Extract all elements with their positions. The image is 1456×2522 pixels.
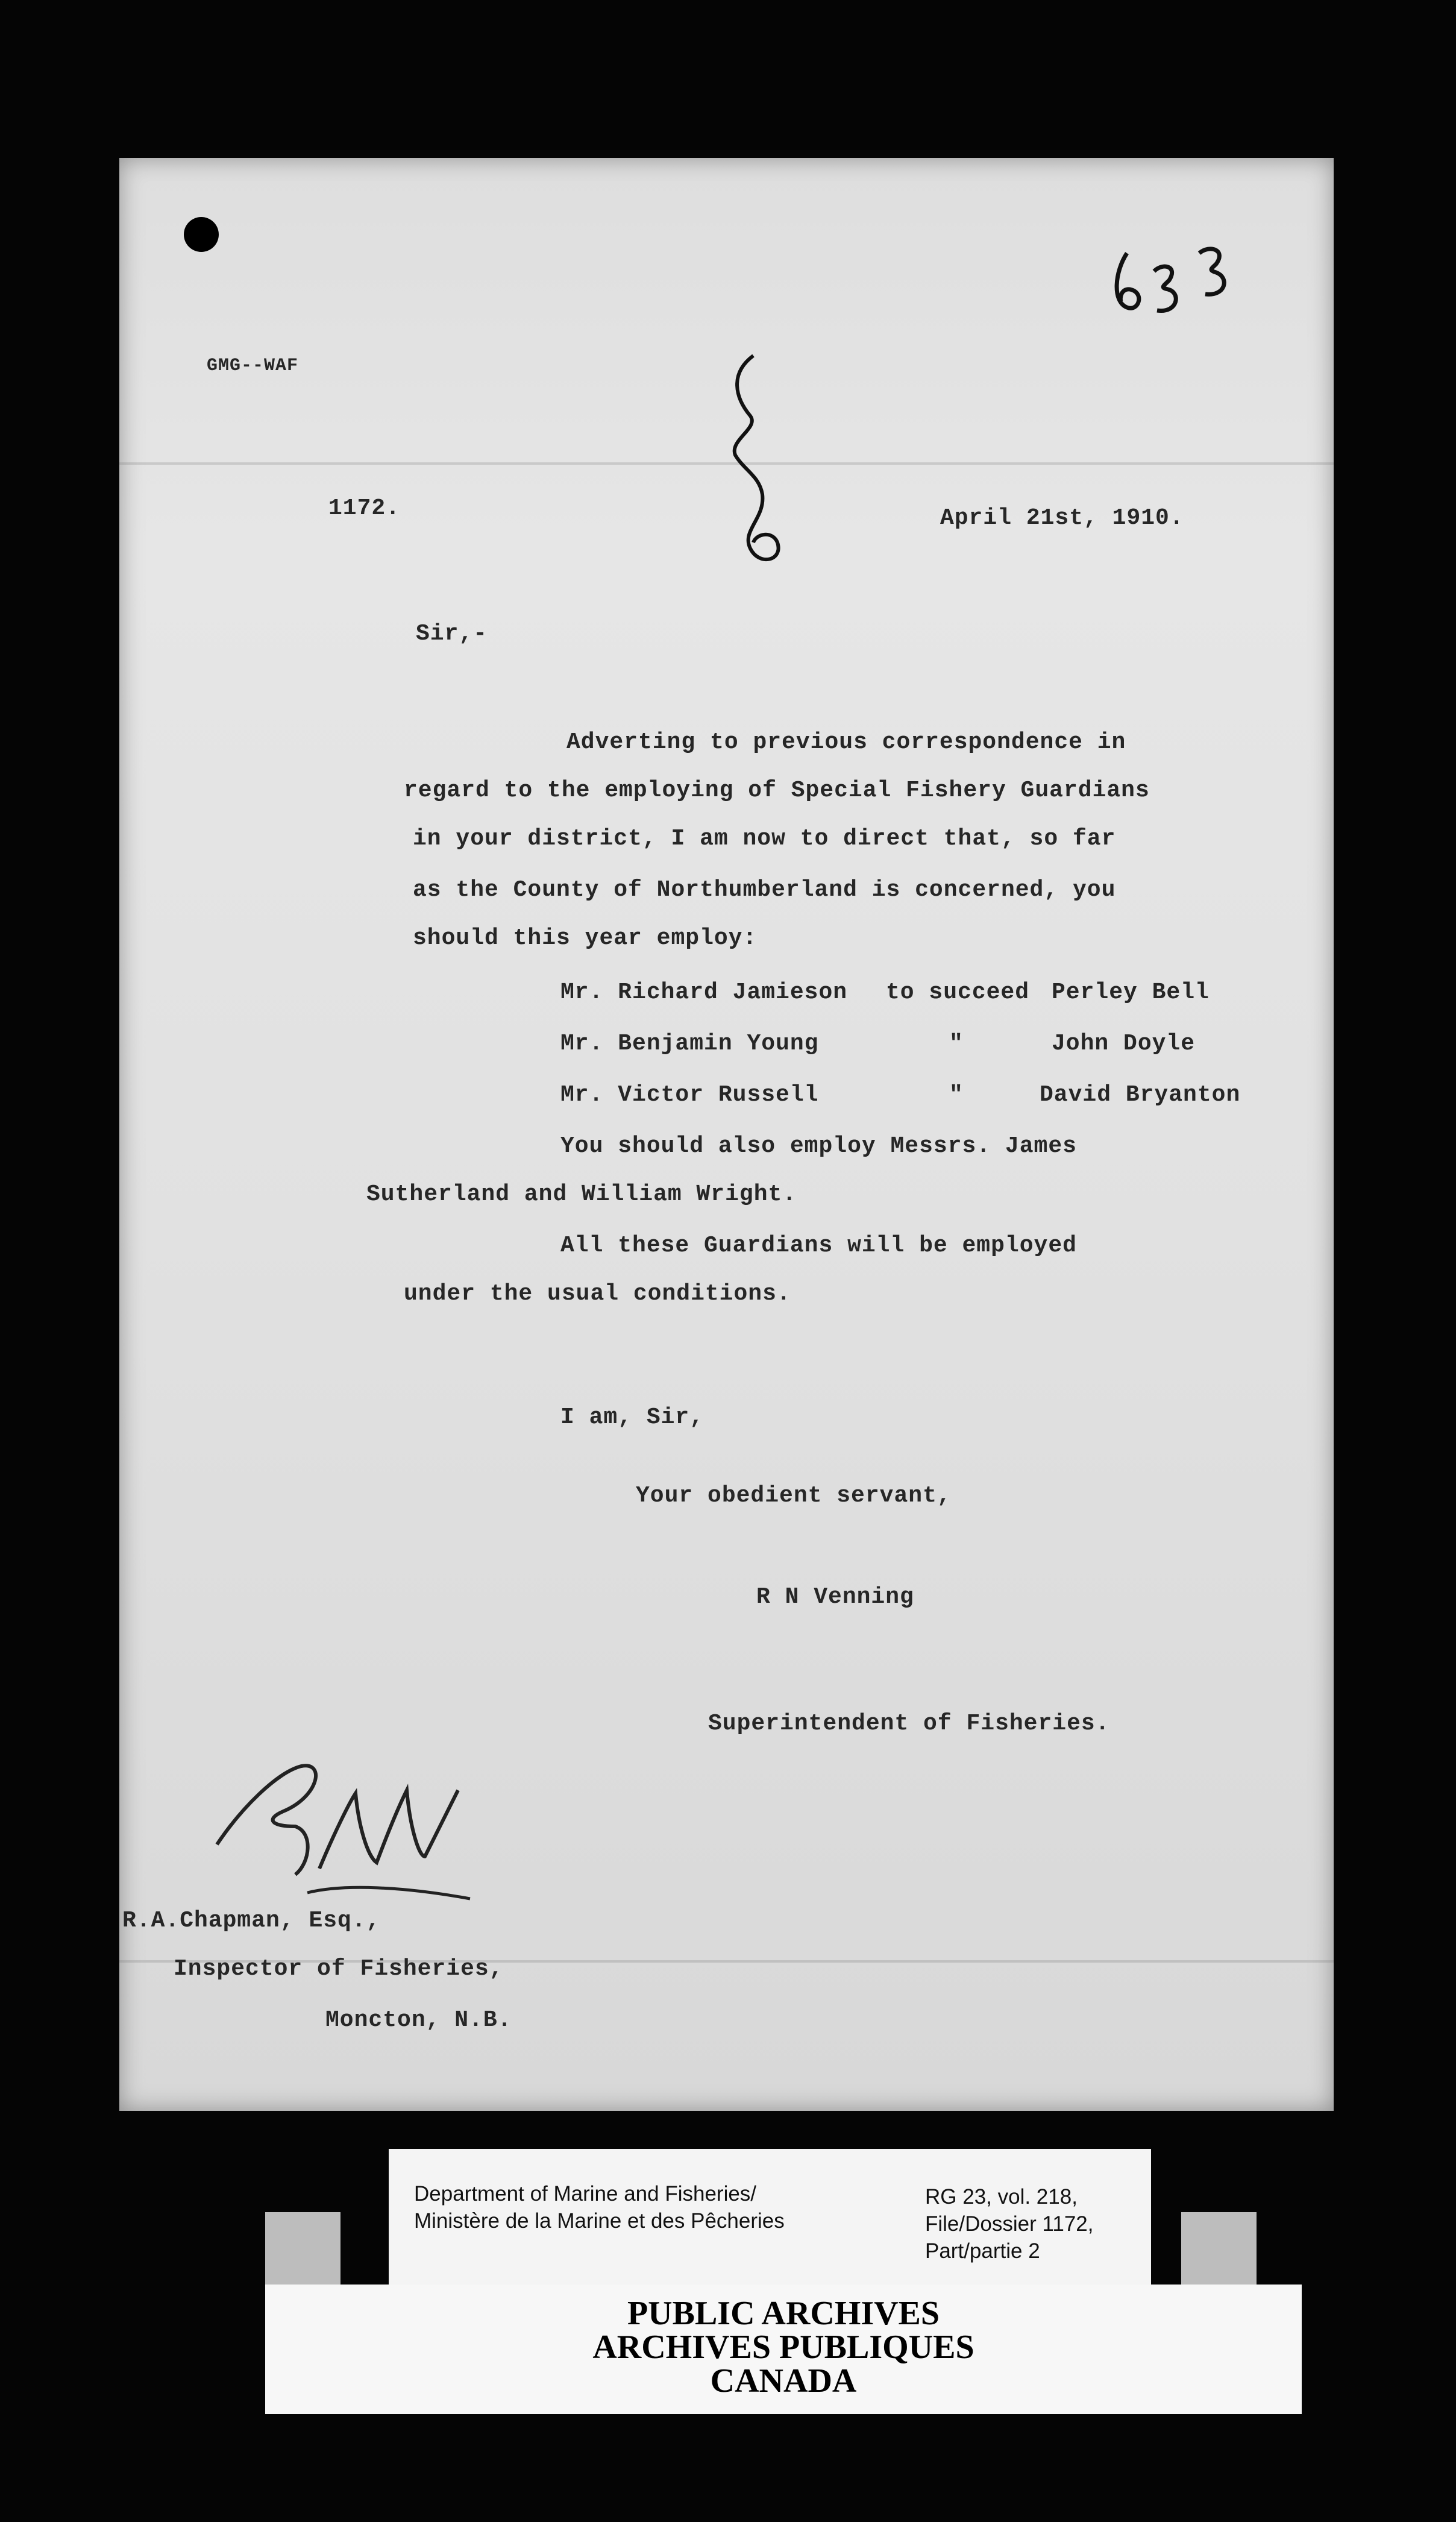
guardian-name: Mr. Victor Russell [560, 1082, 819, 1108]
public-archives-stamp [265, 2285, 1302, 2414]
stamp-line: CANADA [710, 2362, 857, 2400]
also-line: You should also employ Messrs. James [560, 1133, 1077, 1159]
guardian-predecessor: Perley Bell [1052, 980, 1210, 1005]
addressee-name: R.A.Chapman, Esq., [122, 1908, 381, 1934]
department-english: Department of Marine and Fisheries/ [414, 2182, 757, 2206]
guardian-connector: " [949, 1082, 964, 1108]
closing-line: Your obedient servant, [636, 1483, 952, 1509]
handwritten-page-number [1103, 229, 1260, 332]
body-line: regard to the employing of Special Fishery Guardians [404, 778, 1150, 803]
body-line: should this year employ: [413, 925, 758, 951]
handwritten-margin-mark [717, 350, 820, 579]
punch-hole [184, 217, 219, 252]
guardian-predecessor: David Bryanton [1040, 1082, 1241, 1108]
body-line: Adverting to previous correspondence in [566, 729, 1126, 755]
signatory-name: R N Venning [756, 1584, 914, 1610]
guardian-connector: to succeed [886, 980, 1030, 1005]
letter-date: April 21st, 1910. [940, 505, 1184, 531]
guardian-name: Mr. Richard Jamieson [560, 980, 848, 1005]
stamp-line: PUBLIC ARCHIVES [627, 2295, 940, 2332]
salutation: Sir,- [416, 621, 488, 647]
body-line: as the County of Northumberland is concerned, you [413, 877, 1116, 903]
also-line: Sutherland and William Wright. [366, 1181, 797, 1207]
reference-code: GMG--WAF [207, 356, 299, 376]
record-group: RG 23, vol. 218, [925, 2185, 1078, 2209]
stamp-line: ARCHIVES PUBLIQUES [592, 2329, 974, 2366]
part-partie: Part/partie 2 [925, 2239, 1040, 2263]
addressee-title: Inspector of Fisheries, [174, 1956, 504, 1982]
signatory-title: Superintendent of Fisheries. [708, 1711, 1110, 1737]
file-number: 1172. [328, 495, 401, 521]
guardian-name: Mr. Benjamin Young [560, 1031, 819, 1057]
conditions-line: All these Guardians will be employed [560, 1233, 1077, 1259]
file-dossier: File/Dossier 1172, [925, 2212, 1094, 2236]
guardian-predecessor: John Doyle [1052, 1031, 1196, 1057]
body-line: in your district, I am now to direct that, so far [413, 826, 1116, 852]
closing-line: I am, Sir, [560, 1404, 704, 1430]
guardian-connector: " [949, 1031, 964, 1057]
addressee-place: Moncton, N.B. [325, 2007, 512, 2033]
conditions-line: under the usual conditions. [404, 1281, 791, 1307]
department-french: Ministère de la Marine et des Pêcheries [414, 2209, 785, 2233]
handwritten-initials [205, 1736, 530, 1935]
